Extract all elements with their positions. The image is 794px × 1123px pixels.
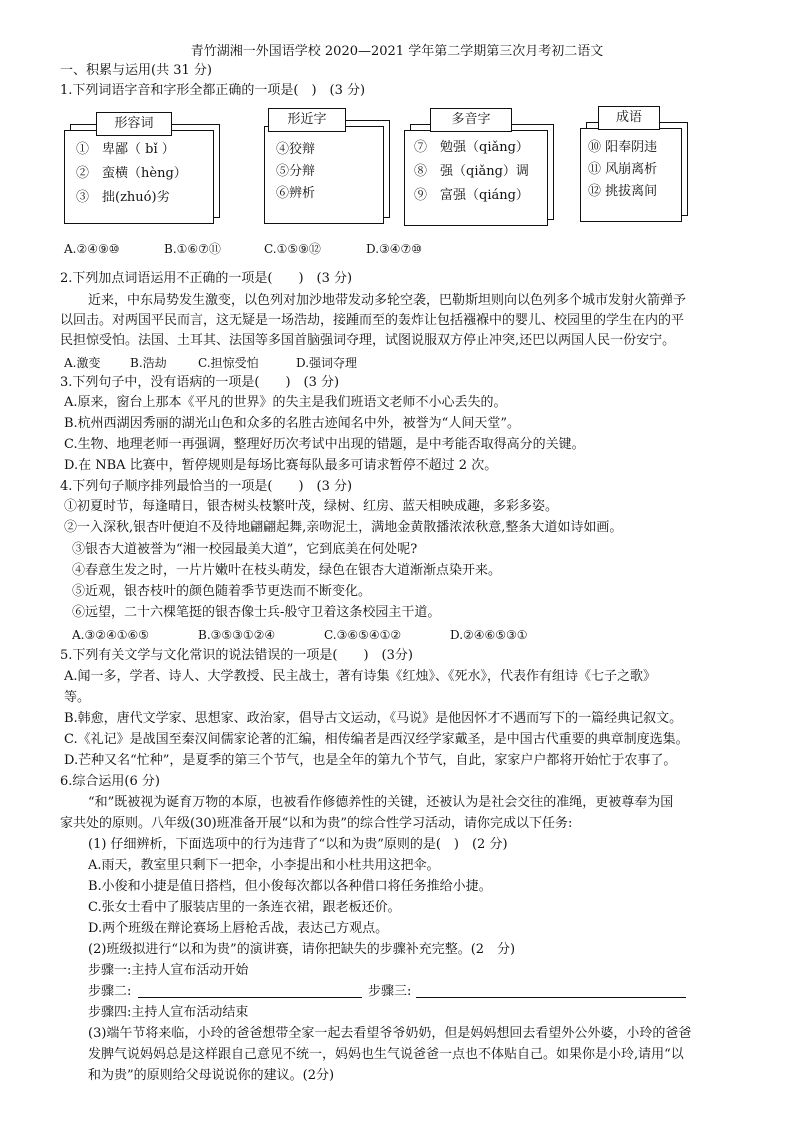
word-box-line: ③ 拙(zhuó)劣 — [76, 190, 170, 205]
q3-option: A.原来，窗台上那本《平凡的世界》的失主是我们班语文老师不小心丢失的。 — [64, 395, 507, 410]
q6-sub1-option: A.雨天，教室里只剩下一把伞，小李提出和小杜共用这把伞。 — [88, 858, 440, 873]
q6-stem: 6.综合运用(6 分) — [60, 774, 160, 789]
q1-option: C.①⑤⑨⑫ — [264, 242, 321, 256]
q5-option-continued: 等。 — [64, 690, 91, 705]
q6-sub1-option: B.小俊和小捷是值日搭档，但小俊每次都以各种借口将任务推给小捷。 — [88, 879, 492, 894]
word-box-line: ② 蛮横（hèng） — [76, 166, 187, 181]
q4-option: B.③⑤③①②④ — [198, 628, 276, 642]
q2-stem: 2.下列加点词语运用不正确的一项是( ) (3 分) — [60, 271, 353, 286]
step-3-answer-line[interactable] — [416, 996, 686, 998]
q4-option: A.③②④①⑥⑤ — [72, 628, 150, 642]
q4-item: ③银杏大道被誉为“湘一校园最美大道”，它到底美在何处呢? — [72, 542, 418, 557]
q6-sub1-option: C.张女士看中了服装店里的一条连衣裙，跟老板还价。 — [88, 900, 401, 915]
q4-stem: 4.下列句子顺序排列最恰当的一项是( ) (3 分) — [60, 479, 353, 494]
q3-option: C.生物、地理老师一再强调，整理好历次考试中出现的错题，是中考能否取得高分的关键。 — [64, 437, 585, 452]
q2-paragraph-line: 近来，中东局势发生激变，以色列对加沙地带发动多轮空袭，巴勒斯坦则向以色列多个城市发射火箭弹予 — [88, 293, 687, 308]
q4-item: ④春意生发之时，一片片嫩叶在枝头萌发，绿色在银杏大道渐渐点染开来。 — [72, 563, 502, 578]
q2-option: B.浩劫 — [130, 356, 167, 370]
q6-sub3-line: (3)端午节将来临，小玲的爸爸想带全家一起去看望爷爷奶奶，但是妈妈想回去看望外公外婆，小玲的爸爸 — [88, 1026, 692, 1041]
q6-step-1: 步骤一:主持人宣布活动开始 — [88, 963, 249, 978]
q2-option: A.激变 — [64, 356, 101, 370]
q2-paragraph-line: 以回击。对两国平民而言，这无疑是一场浩劫，接踵而至的轰炸让包括襁褓中的婴儿、校园里的学生在内的平 — [60, 313, 685, 328]
word-box-line: ⑥辨析 — [276, 186, 316, 201]
q1-option: A.②④⑨⑩ — [64, 242, 120, 256]
q3-option: D.在 NBA 比赛中，暂停规则是每场比赛每队最多可请求暂停不超过 2 次。 — [64, 458, 498, 473]
q6-sub2-stem: (2)班级拟进行“以和为贵”的演讲赛，请你把缺失的步骤补充完整。(2 分) — [88, 942, 516, 957]
word-box-line: ⑤分辩 — [276, 164, 316, 179]
q6-intro-line: 家共处的原则。八年级(30)班准备开展“以和为贵”的综合性学习活动，请你完成以下任务: — [60, 816, 573, 831]
section-heading: 一、积累与运用(共 31 分) — [60, 63, 212, 78]
q4-option: C.③⑥⑤④①② — [324, 628, 402, 642]
word-box-tab: 形容词 — [96, 112, 172, 136]
word-box-tab: 形近字 — [268, 108, 346, 132]
page-title: 青竹湖湘一外国语学校 2020—2021 学年第二学期第三次月考初二语文 — [190, 44, 604, 59]
q6-step-3-label: 步骤三: — [368, 984, 412, 999]
q4-option: D.②④⑥⑤③① — [450, 628, 528, 642]
q4-item: ②一入深秋,银杏叶便迫不及待地翩翩起舞,亲吻泥土，满地金黄散播浓浓秋意,整条大道如诗如画。 — [64, 520, 623, 535]
q6-sub1-option: D.两个班级在辩论赛场上唇枪舌战，表达己方观点。 — [88, 921, 389, 936]
word-box-line: ⑦ 勉强（qiǎng） — [414, 140, 529, 155]
q6-intro-line: “和”既被视为诞育万物的本原，也被看作修德养性的关键，还被认为是社会交往的准绳，更被尊奉为国 — [88, 795, 674, 810]
word-box-line: ④狡辩 — [276, 142, 316, 157]
q2-option: D.强词夺理 — [296, 356, 358, 370]
q5-option: D.芒种又名“忙种”，是夏季的第三个节气，也是全年的第九个节气，自此，家家户户都将开始忙于农事了。 — [64, 753, 677, 768]
q3-stem: 3.下列句子中，没有语病的一项是( ) (3 分) — [60, 375, 340, 390]
word-box-line: ⑧ 强（qiǎng）调 — [414, 164, 529, 179]
q1-option: D.③④⑦⑩ — [366, 242, 423, 256]
q1-word-boxes — [62, 104, 702, 228]
q6-sub3-line: 和为贵”的原则给父母说说你的建议。(2分) — [88, 1068, 335, 1083]
q1-option: B.①⑥⑦⑪ — [164, 242, 221, 256]
word-box-line: ⑫ 挑拔离间 — [588, 184, 658, 199]
word-box-line: ⑩ 阳奉阴违 — [588, 140, 658, 155]
word-box-tab: 多音字 — [430, 108, 512, 132]
q4-item: ⑤近观，银杏枝叶的颜色随着季节更迭而不断变化。 — [72, 584, 372, 599]
q3-option: B.杭州西湖因秀丽的湖光山色和众多的名胜古迹闻名中外，被誉为“人间天堂”。 — [64, 416, 520, 431]
word-box-line: ⑪ 风崩离析 — [588, 162, 658, 177]
word-box-line: ⑨ 富强（qiáng） — [414, 188, 529, 203]
q6-sub3-line: 发脾气说妈妈总是这样跟自己意见不统一，妈妈也生气说爸爸一点也不体贴自己。如果你是小玲,请用“以 — [88, 1047, 684, 1062]
q6-sub1-stem: (1) 仔细辨析，下面选项中的行为违背了“以和为贵”原则的是( ) (2 分) — [88, 837, 508, 852]
word-box-tab: 成语 — [598, 106, 660, 130]
q5-option: C.《礼记》是战国至秦汉间儒家论著的汇编，相传编者是西汉经学家戴圣，是中国古代重要的典章制度选集。 — [64, 732, 689, 747]
q2-paragraph-line: 民担惊受怕。法国、土耳其、法国等多国首脑强词夺理，试图说服双方停止冲突,还巴以两国人民一份安宁。 — [60, 333, 676, 348]
q5-option: B.韩愈，唐代文学家、思想家、政治家，倡导古文运动，《马说》是他因怀才不遇而写下的一篇经典记叙文。 — [64, 711, 683, 726]
q6-step-4: 步骤四:主持人宣布活动结束 — [88, 1005, 249, 1020]
q6-step-2-label: 步骤二: — [88, 984, 132, 999]
q5-stem: 5.下列有关文学与文化常识的说法错误的一项是( ) (3分) — [60, 648, 413, 663]
q4-item: ①初夏时节，每逢晴日，银杏树头枝繁叶茂，绿树、红房、蓝天相映成趣，多彩多姿。 — [64, 499, 559, 514]
q2-option: C.担惊受怕 — [198, 356, 259, 370]
q1-stem: 1.下列词语字音和字形全都正确的一项是( ) (3 分) — [60, 83, 366, 98]
step-2-answer-line[interactable] — [138, 996, 362, 998]
q5-option: A.闻一多，学者、诗人、大学教授、民主战士，著有诗集《红烛》、《死水》，代表作有组诗《七子之歌》 — [64, 669, 657, 684]
q4-item: ⑥远望，二十六棵笔挺的银杏像士兵-般守卫着这条校园主干道。 — [72, 605, 441, 620]
word-box-line: ① 卑鄙（ bǐ ） — [76, 142, 175, 157]
